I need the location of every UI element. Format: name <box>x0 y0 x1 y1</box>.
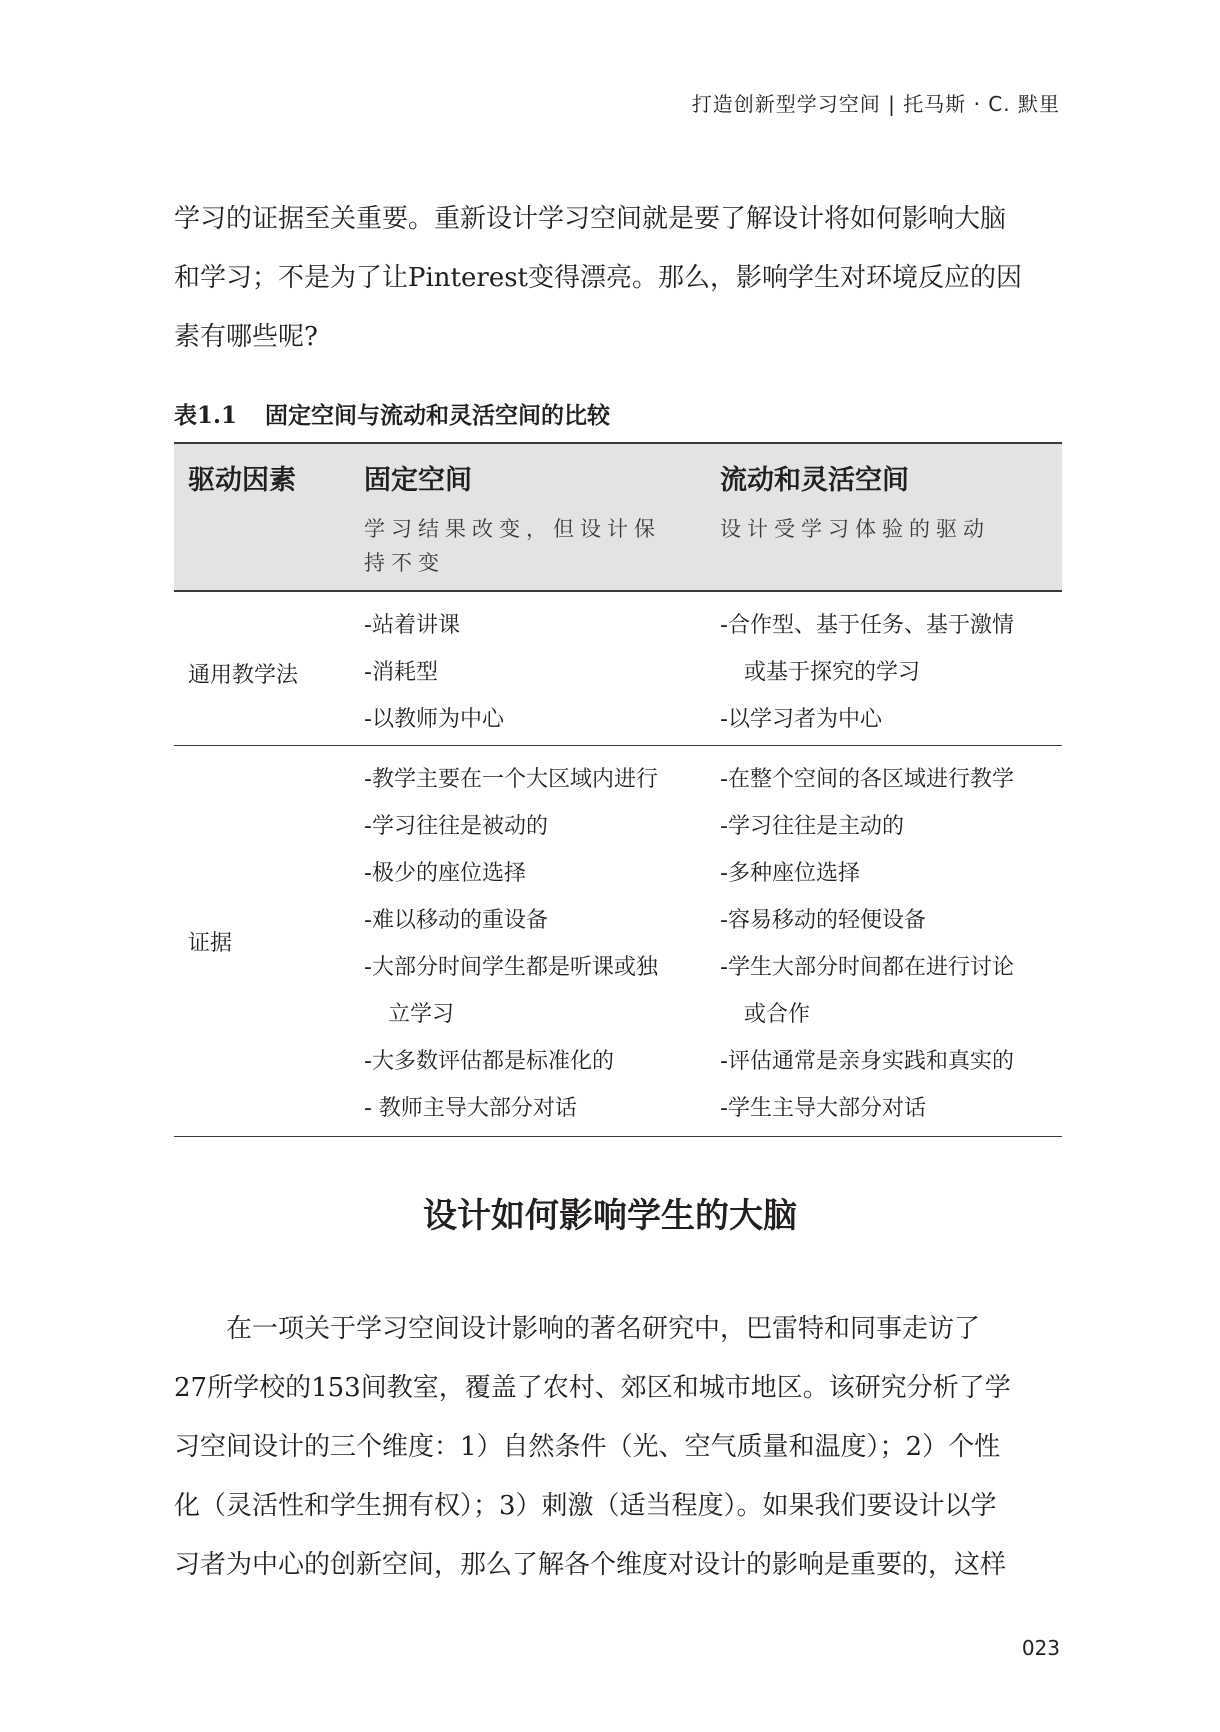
header-flexible-space: 流动和灵活空间 <box>720 465 909 496</box>
table-header <box>174 442 1062 592</box>
subtitle-line: 持不变 <box>364 551 445 575</box>
cell-line: -难以移动的重设备 <box>364 908 548 933</box>
header-fixed-space: 固定空间 <box>364 465 472 496</box>
cell-line: -学生大部分时间都在进行讨论 <box>720 955 1014 980</box>
flexible-cell <box>720 756 1014 1132</box>
cell-line: -多种座位选择 <box>720 861 860 886</box>
cell-line: - 教师主导大部分对话 <box>364 1096 577 1121</box>
comparison-table <box>174 442 1062 1137</box>
fixed-cell <box>364 602 504 743</box>
cell-line: -大部分时间学生都是听课或独 <box>364 955 658 980</box>
header-fixed-subtitle <box>364 512 661 580</box>
running-header: 打造创新型学习空间 | 托马斯 · C. 默里 <box>691 92 1060 116</box>
table-row <box>174 746 1062 1137</box>
paragraph-line: 习空间设计的三个维度：1）自然条件（光、空气质量和温度）；2）个性 <box>174 1432 1001 1462</box>
cell-line: -以教师为中心 <box>364 707 504 732</box>
cell-line: 或基于探究的学习 <box>744 660 921 685</box>
cell-line: -合作型、基于任务、基于激情 <box>720 613 1014 638</box>
cell-line: -容易移动的轻便设备 <box>720 908 926 933</box>
paragraph-line: 化（灵活性和学生拥有权）；3）刺激（适当程度）。如果我们要设计以学 <box>174 1491 997 1521</box>
subtitle-line: 学习结果改变，但设计保 <box>364 517 661 541</box>
cell-line: -极少的座位选择 <box>364 861 526 886</box>
section-heading: 设计如何影响学生的大脑 <box>423 1196 797 1236</box>
paragraph-line: 学习的证据至关重要。重新设计学习空间就是要了解设计将如何影响大脑 <box>174 204 1007 234</box>
cell-line: -学习往往是主动的 <box>720 814 904 839</box>
cell-line: -以学习者为中心 <box>720 707 882 732</box>
cell-line: -大多数评估都是标准化的 <box>364 1049 614 1074</box>
table-caption-number: 表1.1 <box>174 402 238 429</box>
row-label: 通用教学法 <box>188 663 299 688</box>
flexible-cell <box>720 602 1014 743</box>
cell-line: -教学主要在一个大区域内进行 <box>364 767 658 792</box>
table-row <box>174 592 1062 746</box>
paragraph-line: 习者为中心的创新空间，那么了解各个维度对设计的影响是重要的，这样 <box>174 1550 1007 1580</box>
page-number: 023 <box>1021 1636 1060 1660</box>
paragraph-line: 素有哪些呢? <box>174 322 318 352</box>
body-paragraph <box>174 1300 1062 1595</box>
cell-line: -学习往往是被动的 <box>364 814 548 839</box>
header-driver: 驱动因素 <box>188 465 296 496</box>
cell-line: -学生主导大部分对话 <box>720 1096 926 1121</box>
intro-paragraph <box>174 190 1062 367</box>
cell-line: 或合作 <box>744 1002 811 1027</box>
paragraph-line: 和学习；不是为了让Pinterest变得漂亮。那么，影响学生对环境反应的因 <box>174 263 1022 293</box>
row-label: 证据 <box>188 931 233 956</box>
table-caption <box>174 397 610 430</box>
cell-line: -站着讲课 <box>364 613 460 638</box>
table-caption-title: 固定空间与流动和灵活空间的比较 <box>265 402 611 429</box>
header-flexible-subtitle: 设计受学习体验的驱动 <box>720 517 990 541</box>
paragraph-line: 27所学校的153间教室，覆盖了农村、郊区和城市地区。该研究分析了学 <box>174 1373 1011 1403</box>
paragraph-line: 在一项关于学习空间设计影响的著名研究中，巴雷特和同事走访了 <box>226 1314 981 1344</box>
cell-line: -消耗型 <box>364 660 438 685</box>
fixed-cell <box>364 756 658 1132</box>
cell-line: -在整个空间的各区域进行教学 <box>720 767 1014 792</box>
cell-line: -评估通常是亲身实践和真实的 <box>720 1049 1014 1074</box>
cell-line: 立学习 <box>388 1002 455 1027</box>
